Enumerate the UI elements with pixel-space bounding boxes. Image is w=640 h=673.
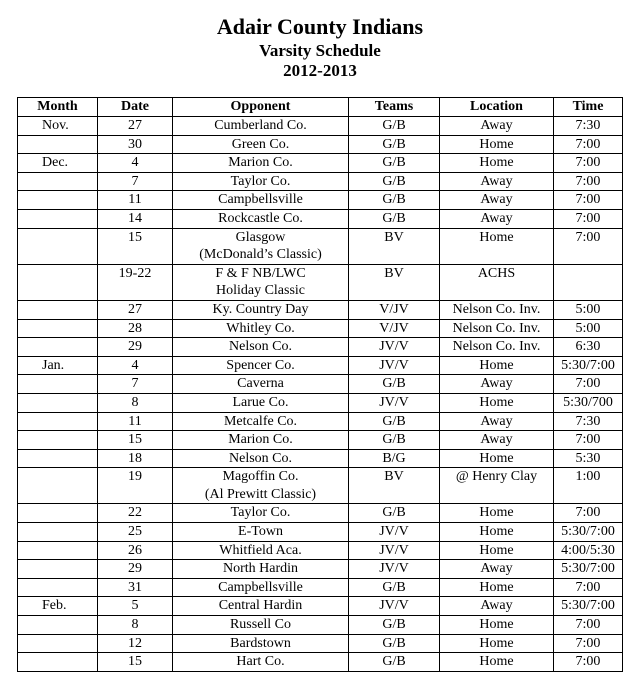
time-cell: 5:00 xyxy=(554,319,623,338)
opponent-line: North Hardin xyxy=(222,561,299,577)
table-row xyxy=(18,412,623,431)
teams-cell: JV/V xyxy=(349,356,440,375)
time-cell: 7:00 xyxy=(554,431,623,450)
table-row xyxy=(18,616,623,635)
opponent-line: Central Hardin xyxy=(218,598,303,614)
date-cell: 15 xyxy=(98,431,173,450)
date-cell: 27 xyxy=(98,300,173,319)
column-header-date: Date xyxy=(98,98,173,117)
opponent-cell xyxy=(173,356,349,375)
date-cell: 25 xyxy=(98,523,173,542)
month-cell: Jan. xyxy=(18,356,98,375)
table-row xyxy=(18,523,623,542)
opponent-line: Taylor Co. xyxy=(230,173,291,189)
location-cell: Away xyxy=(440,597,554,616)
teams-cell: G/B xyxy=(349,172,440,191)
date-cell: 7 xyxy=(98,375,173,394)
time-cell: 5:30/7:00 xyxy=(554,597,623,616)
time-cell: 7:30 xyxy=(554,117,623,136)
location-cell: Home xyxy=(440,578,554,597)
opponent-line: Cumberland Co. xyxy=(214,118,307,133)
month-cell xyxy=(18,412,98,431)
opponent-line: Campbellsville xyxy=(218,579,303,595)
opponent-cell xyxy=(173,616,349,635)
location-cell: ACHS xyxy=(440,264,554,300)
opponent-cell xyxy=(173,319,349,338)
date-cell: 8 xyxy=(98,616,173,635)
date-cell: 11 xyxy=(98,191,173,210)
page-title: Adair County Indians xyxy=(216,14,424,39)
time-cell: 7:00 xyxy=(554,172,623,191)
time-cell: 7:00 xyxy=(554,578,623,597)
table-row xyxy=(18,375,623,394)
opponent-line: Nelson Co. xyxy=(229,450,292,466)
opponent-line: Metcalfe Co. xyxy=(223,413,298,429)
month-cell xyxy=(18,560,98,579)
table-row xyxy=(18,300,623,319)
location-cell: Away xyxy=(440,172,554,191)
month-cell xyxy=(18,264,98,300)
opponent-line: Bardstown xyxy=(230,635,291,651)
opponent-cell xyxy=(173,523,349,542)
teams-cell: G/B xyxy=(349,209,440,228)
opponent-cell xyxy=(173,393,349,412)
opponent-line: Magoffin Co. xyxy=(222,469,299,485)
teams-cell: G/B xyxy=(349,578,440,597)
month-cell xyxy=(18,578,98,597)
table-row xyxy=(18,449,623,468)
column-header-month: Month xyxy=(18,98,98,117)
opponent-line: F & F NB/LWC xyxy=(215,265,306,281)
location-cell: Home xyxy=(440,616,554,635)
month-cell xyxy=(18,541,98,560)
time-cell xyxy=(554,264,623,300)
teams-cell: V/JV xyxy=(349,300,440,319)
date-cell: 19-22 xyxy=(98,264,173,300)
location-cell: Home xyxy=(440,228,554,264)
opponent-line: Whitfield Aca. xyxy=(219,542,302,558)
opponent-line: Russell Co xyxy=(229,617,292,633)
location-cell: Home xyxy=(440,504,554,523)
opponent-cell xyxy=(173,541,349,560)
teams-cell: G/B xyxy=(349,375,440,394)
location-cell: Nelson Co. Inv. xyxy=(440,338,554,357)
time-cell: 7:00 xyxy=(554,228,623,264)
location-cell: @ Henry Clay xyxy=(440,468,554,504)
location-cell: Nelson Co. Inv. xyxy=(440,319,554,338)
teams-cell: G/B xyxy=(349,412,440,431)
month-cell xyxy=(18,393,98,412)
table-row xyxy=(18,172,623,191)
time-cell: 7:00 xyxy=(554,504,623,523)
teams-cell: G/B xyxy=(349,135,440,154)
month-cell xyxy=(18,172,98,191)
table-row xyxy=(18,541,623,560)
month-cell xyxy=(18,616,98,635)
table-row xyxy=(18,393,623,412)
opponent-line: Campbellsville xyxy=(218,192,303,208)
table-row xyxy=(18,356,623,375)
opponent-cell xyxy=(173,634,349,653)
column-header-time: Time xyxy=(554,98,623,117)
date-cell: 15 xyxy=(98,228,173,264)
month-cell xyxy=(18,523,98,542)
month-cell xyxy=(18,228,98,264)
opponent-cell xyxy=(173,135,349,154)
location-cell: Away xyxy=(440,412,554,431)
opponent-cell xyxy=(173,578,349,597)
teams-cell: G/B xyxy=(349,634,440,653)
opponent-line: Rockcastle Co. xyxy=(218,210,303,226)
teams-cell: BV xyxy=(349,264,440,300)
opponent-line: Taylor Co. xyxy=(230,505,291,521)
opponent-cell xyxy=(173,228,349,264)
teams-cell: JV/V xyxy=(349,597,440,616)
table-row xyxy=(18,634,623,653)
location-cell: Home xyxy=(440,653,554,672)
teams-cell: G/B xyxy=(349,117,440,136)
opponent-line: (McDonald’s Classic) xyxy=(199,247,322,263)
location-cell: Away xyxy=(440,375,554,394)
date-cell: 29 xyxy=(98,560,173,579)
table-row xyxy=(18,264,623,300)
opponent-cell xyxy=(173,597,349,616)
month-cell xyxy=(18,431,98,450)
opponent-cell xyxy=(173,209,349,228)
time-cell: 5:30/7:00 xyxy=(554,356,623,375)
schedule-body xyxy=(18,117,623,672)
opponent-line: Hart Co. xyxy=(236,654,285,670)
location-cell: Home xyxy=(440,523,554,542)
column-header-location: Location xyxy=(440,98,554,117)
date-cell: 7 xyxy=(98,172,173,191)
date-cell: 26 xyxy=(98,541,173,560)
teams-cell: G/B xyxy=(349,431,440,450)
season-label: 2012-2013 xyxy=(283,61,357,80)
teams-cell: G/B xyxy=(349,504,440,523)
date-cell: 4 xyxy=(98,356,173,375)
date-cell: 4 xyxy=(98,154,173,173)
time-cell: 7:00 xyxy=(554,616,623,635)
teams-cell: BV xyxy=(349,468,440,504)
table-row xyxy=(18,597,623,616)
time-cell: 7:30 xyxy=(554,412,623,431)
time-cell: 1:00 xyxy=(554,468,623,504)
date-cell: 19 xyxy=(98,468,173,504)
table-row xyxy=(18,653,623,672)
location-cell: Home xyxy=(440,135,554,154)
teams-cell: G/B xyxy=(349,616,440,635)
opponent-line: (Al Prewitt Classic) xyxy=(204,486,317,502)
opponent-line: Larue Co. xyxy=(232,394,289,410)
table-row xyxy=(18,191,623,210)
month-cell xyxy=(18,319,98,338)
time-cell: 5:30/700 xyxy=(554,393,623,412)
teams-cell: JV/V xyxy=(349,338,440,357)
teams-cell: JV/V xyxy=(349,393,440,412)
table-row xyxy=(18,154,623,173)
location-cell: Home xyxy=(440,634,554,653)
table-row xyxy=(18,209,623,228)
opponent-line: Glasgow xyxy=(235,229,286,245)
table-row xyxy=(18,578,623,597)
teams-cell: B/G xyxy=(349,449,440,468)
date-cell: 30 xyxy=(98,135,173,154)
page-subtitle: Varsity Schedule xyxy=(259,41,381,60)
table-row xyxy=(18,504,623,523)
teams-cell: JV/V xyxy=(349,523,440,542)
location-cell: Home xyxy=(440,356,554,375)
opponent-cell xyxy=(173,412,349,431)
month-cell xyxy=(18,300,98,319)
location-cell: Away xyxy=(440,191,554,210)
location-cell: Away xyxy=(440,209,554,228)
time-cell: 7:00 xyxy=(554,653,623,672)
table-row xyxy=(18,117,623,136)
location-cell: Away xyxy=(440,560,554,579)
date-cell: 22 xyxy=(98,504,173,523)
date-cell: 18 xyxy=(98,449,173,468)
table-row xyxy=(18,338,623,357)
opponent-line: Marion Co. xyxy=(228,432,293,448)
date-cell: 5 xyxy=(98,597,173,616)
date-cell: 28 xyxy=(98,319,173,338)
opponent-line: E-Town xyxy=(238,524,283,540)
location-cell: Home xyxy=(440,393,554,412)
location-cell: Away xyxy=(440,117,554,136)
opponent-line: Holiday Classic xyxy=(215,283,306,299)
location-cell: Away xyxy=(440,431,554,450)
opponent-line: Caverna xyxy=(237,376,284,392)
month-cell xyxy=(18,209,98,228)
teams-cell: G/B xyxy=(349,653,440,672)
date-cell: 31 xyxy=(98,578,173,597)
date-cell: 12 xyxy=(98,634,173,653)
month-cell xyxy=(18,375,98,394)
table-row xyxy=(18,135,623,154)
time-cell: 7:00 xyxy=(554,154,623,173)
opponent-cell xyxy=(173,172,349,191)
teams-cell: BV xyxy=(349,228,440,264)
month-cell xyxy=(18,468,98,504)
teams-cell: G/B xyxy=(349,154,440,173)
date-cell: 15 xyxy=(98,653,173,672)
month-cell: Nov. xyxy=(18,117,98,136)
opponent-cell xyxy=(173,431,349,450)
opponent-line: Green Co. xyxy=(231,136,290,152)
opponent-cell xyxy=(173,264,349,300)
time-cell: 5:30/7:00 xyxy=(554,560,623,579)
table-header-row xyxy=(18,98,623,117)
time-cell: 4:00/5:30 xyxy=(554,541,623,560)
time-cell: 5:00 xyxy=(554,300,623,319)
month-cell xyxy=(18,449,98,468)
location-cell: Home xyxy=(440,449,554,468)
location-cell: Home xyxy=(440,541,554,560)
time-cell: 5:30 xyxy=(554,449,623,468)
location-cell: Nelson Co. Inv. xyxy=(440,300,554,319)
opponent-cell xyxy=(173,449,349,468)
opponent-line: Ky. Country Day xyxy=(212,301,309,317)
time-cell: 7:00 xyxy=(554,375,623,394)
date-cell: 27 xyxy=(98,117,173,136)
teams-cell: JV/V xyxy=(349,541,440,560)
schedule-table xyxy=(17,97,623,672)
opponent-cell xyxy=(173,468,349,504)
month-cell: Feb. xyxy=(18,597,98,616)
table-row xyxy=(18,468,623,504)
location-cell: Home xyxy=(440,154,554,173)
date-cell: 29 xyxy=(98,338,173,357)
time-cell: 5:30/7:00 xyxy=(554,523,623,542)
opponent-cell xyxy=(173,300,349,319)
table-row xyxy=(18,431,623,450)
date-cell: 14 xyxy=(98,209,173,228)
opponent-cell xyxy=(173,117,349,136)
time-cell: 7:00 xyxy=(554,191,623,210)
opponent-cell xyxy=(173,154,349,173)
month-cell xyxy=(18,338,98,357)
time-cell: 7:00 xyxy=(554,135,623,154)
month-cell xyxy=(18,135,98,154)
date-cell: 11 xyxy=(98,412,173,431)
time-cell: 7:00 xyxy=(554,634,623,653)
opponent-cell xyxy=(173,653,349,672)
opponent-cell xyxy=(173,375,349,394)
time-cell: 6:30 xyxy=(554,338,623,357)
opponent-cell xyxy=(173,191,349,210)
month-cell: Dec. xyxy=(18,154,98,173)
column-header-teams: Teams xyxy=(349,98,440,117)
month-cell xyxy=(18,504,98,523)
teams-cell: V/JV xyxy=(349,319,440,338)
date-cell: 8 xyxy=(98,393,173,412)
teams-cell: G/B xyxy=(349,191,440,210)
table-row xyxy=(18,319,623,338)
opponent-cell xyxy=(173,560,349,579)
table-row xyxy=(18,228,623,264)
opponent-cell xyxy=(173,338,349,357)
opponent-cell xyxy=(173,504,349,523)
opponent-line: Whitley Co. xyxy=(226,320,295,336)
month-cell xyxy=(18,634,98,653)
column-header-opponent: Opponent xyxy=(173,98,349,117)
month-cell xyxy=(18,191,98,210)
teams-cell: JV/V xyxy=(349,560,440,579)
table-row xyxy=(18,560,623,579)
month-cell xyxy=(18,653,98,672)
time-cell: 7:00 xyxy=(554,209,623,228)
opponent-line: Marion Co. xyxy=(228,155,293,171)
opponent-line: Nelson Co. xyxy=(229,339,292,355)
opponent-line: Spencer Co. xyxy=(226,357,295,373)
